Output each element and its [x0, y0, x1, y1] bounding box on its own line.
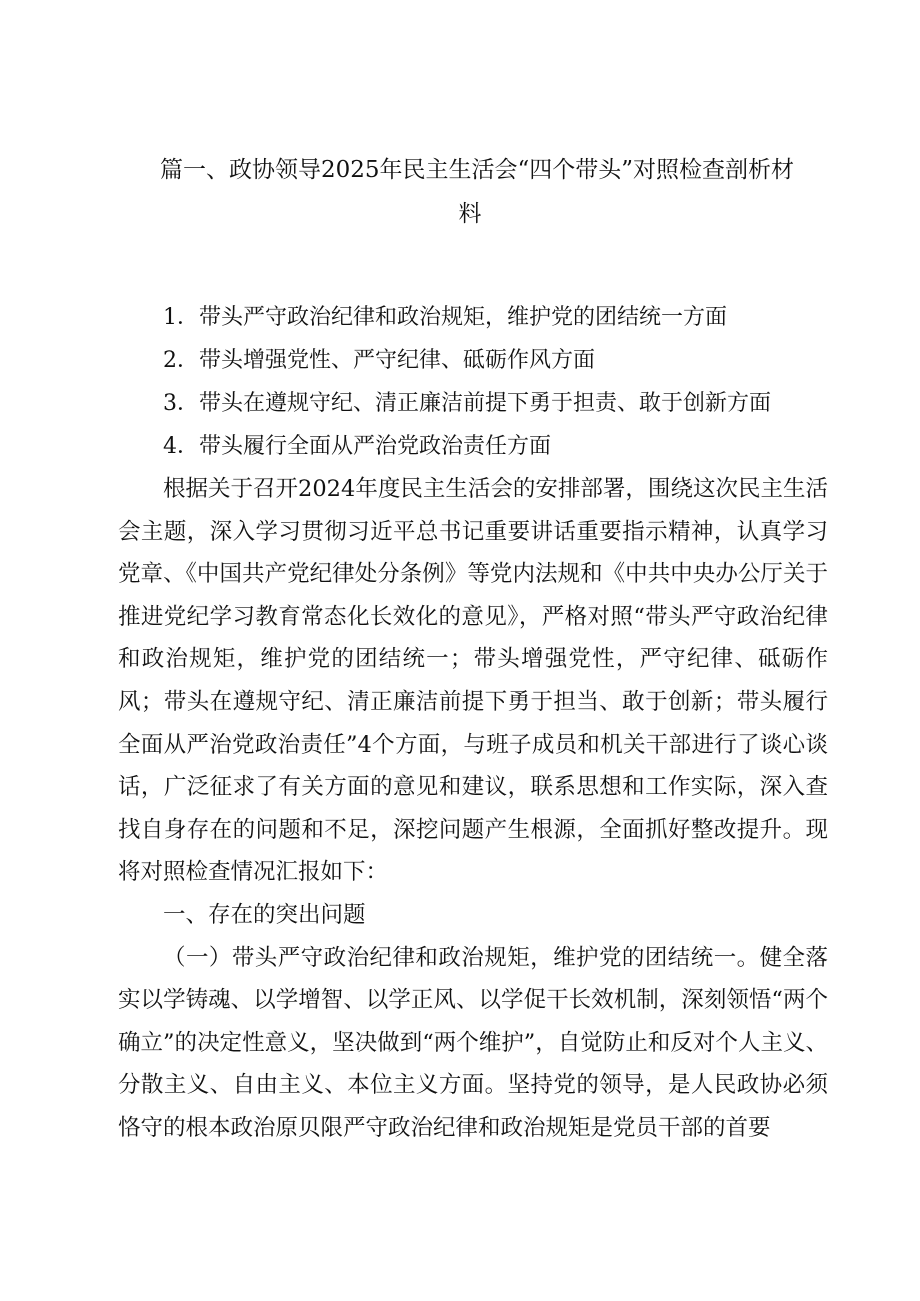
- title-line-1: 篇一、政协领导2025年民主生活会“四个带头”对照检查剖析材: [160, 157, 795, 183]
- outline-item: 3．带头在遵规守纪、清正廉洁前提下勇于担责、敢于创新方面: [163, 391, 771, 416]
- outline-item: 1．带头严守政治纪律和政治规矩，维护党的团结统一方面: [163, 305, 727, 330]
- intro-paragraph: 根据关于召开2024年度民主生活会的安排部署，围绕这次民主生活会主题，深入学习贯彻习近平总书记重要讲话重要指示精神，认真学习党章、《中国共产党纪律处分条例》等党内法规和《中共中央办公厅关于推进党纪学习教育常态化长效化的意见》，严格对照“带头严守政治纪律和政治规矩，维护党的团结统一；带头增强党性，严守纪律、砥砺作风；带头在遵规守纪、清正廉洁前提下勇于担当、敢于创新；带头履行全面从严治党政治责任”4个方面，与班子成员和机关干部进行了谈心谈话，广泛征求了有关方面的意见和建议，联系思想和工作实际，深入查找自身存在的问题和不足，深挖问题产生根源，全面抓好整改提升。现将对照检查情况汇报如下：: [118, 476, 828, 886]
- outline-item: 4．带头履行全面从严治党政治责任方面: [163, 434, 551, 459]
- section-heading: 一、存在的突出问题: [163, 901, 366, 928]
- document-body: [118, 468, 828, 1150]
- outline-item: 2．带头增强党性、严守纪律、砥砺作风方面: [163, 348, 595, 373]
- document-title: [160, 148, 795, 236]
- outline-list: [163, 296, 863, 468]
- sub-section-paragraph: （一）带头严守政治纪律和政治规矩，维护党的团结统一。健全落实以学铸魂、以学增智、以学正风、以学促干长效机制，深刻领悟“两个确立”的决定性意义，坚决做到“两个维护”，自觉防止和反对个人主义、分散主义、自由主义、本位主义方面。坚持党的领导，是人民政协必须恪守的根本政治原贝限严守政治纪律和政治规矩是党员干部的首要: [118, 944, 828, 1141]
- title-line-2: 料: [458, 201, 482, 227]
